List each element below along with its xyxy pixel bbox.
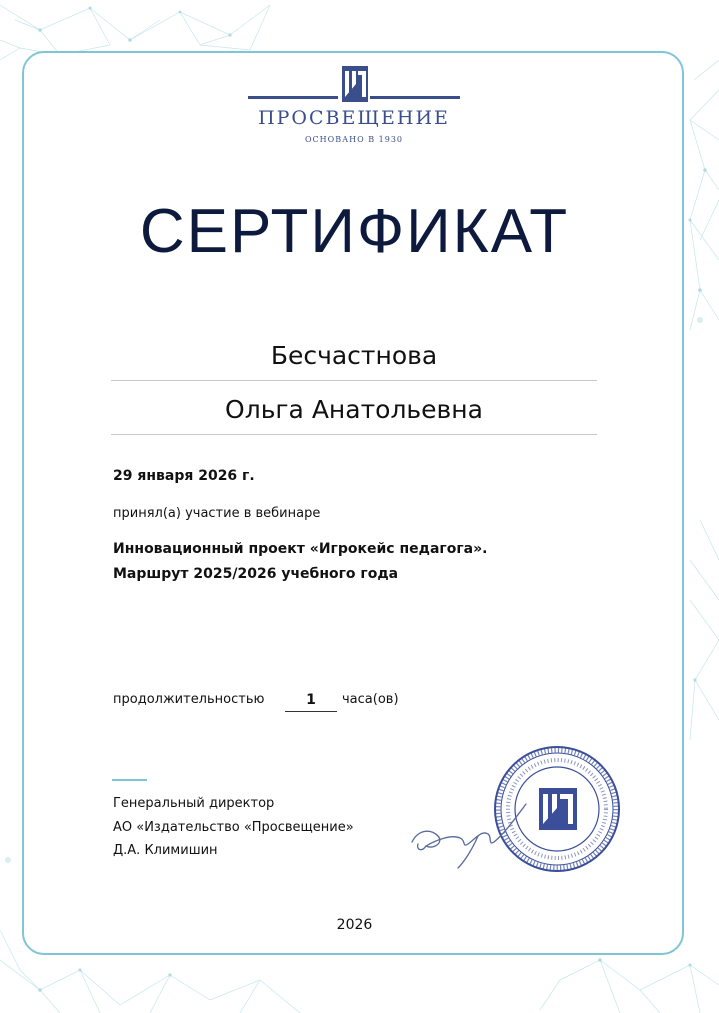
signatory-name: Д.А. Климишин [113, 843, 218, 858]
prosveshchenie-logo-icon [342, 66, 368, 102]
recipient-given-names: Ольга Анатольевна [225, 395, 483, 424]
certificate-year: 2026 [336, 917, 373, 933]
handwritten-signature-icon [408, 790, 536, 870]
participation-text: принял(а) участие в вебинаре [113, 506, 321, 521]
logo-rule-left [248, 96, 338, 99]
event-title-line-1: Инновационный проект «Игрокейс педагога». [113, 541, 488, 557]
signature-accent-line [112, 779, 147, 781]
logo-rule-right [370, 96, 460, 99]
surname-underline [111, 380, 597, 381]
duration-label: продолжительностью [113, 692, 265, 707]
signatory-organization: АО «Издательство «Просвещение» [113, 820, 354, 835]
given-names-underline [111, 434, 597, 435]
logo-name: ПРОСВЕЩЕНИЕ [258, 107, 450, 129]
duration-unit: часа(ов) [342, 692, 399, 707]
certificate-date: 29 января 2026 г. [113, 468, 255, 484]
duration-value: 1 [285, 692, 337, 712]
event-title-line-2: Маршрут 2025/2026 учебного года [113, 566, 399, 582]
recipient-surname: Бесчастнова [270, 341, 438, 370]
signatory-position: Генеральный директор [113, 796, 275, 811]
publisher-logo [248, 66, 460, 150]
logo-subtitle: ОСНОВАНО В 1930 [304, 135, 403, 144]
certificate-title: СЕРТИФИКАТ [139, 197, 570, 266]
